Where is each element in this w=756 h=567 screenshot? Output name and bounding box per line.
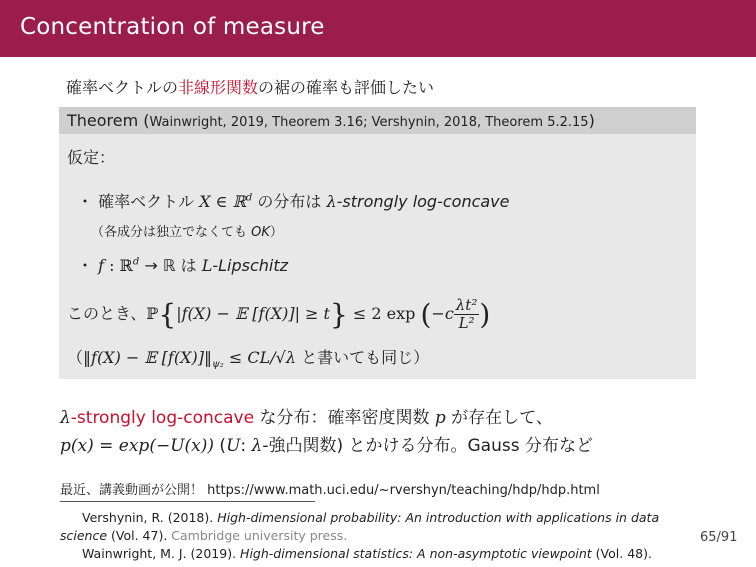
bullet-dot: ・ (77, 192, 94, 211)
bullet2-domain: : ℝ (104, 256, 133, 275)
bullet1-math: X ∈ ℝ (199, 192, 246, 211)
minus-c: −c (431, 304, 454, 323)
bullet-1-note (91, 221, 283, 240)
note-ok: OK (251, 225, 270, 240)
lecture-url-link[interactable]: https://www.math.uci.edu/~rvershyn/teaching/hdp/hdp.html (207, 483, 600, 498)
fraction (454, 297, 480, 332)
paren-close: ) (479, 298, 491, 331)
assumption-label: 仮定： (67, 148, 116, 167)
reference-1-line-1 (82, 510, 659, 525)
page-number: 65/91 (700, 530, 738, 545)
theorem-citation: Wainwright, 2019, Theorem 3.16; Vershynin, 2018, Theorem 5.2.15 (149, 115, 589, 130)
subtitle-post: の裾の確率も評価したい (258, 78, 435, 97)
def-rest: な分布：確率密度関数 (254, 408, 435, 428)
reference-2 (82, 546, 652, 561)
bullet2-arrow: → ℝ は (139, 256, 202, 275)
lecture-note (60, 479, 600, 498)
theorem-label: Theorem ( (67, 111, 150, 130)
note-pre: （各成分は独立でなくても (91, 225, 252, 240)
footnote-divider (60, 501, 315, 502)
deviation-event: |f(X) − 𝔼 [f(X)]| ≥ t (176, 304, 330, 323)
bullet-dot: ・ (77, 256, 94, 275)
conclusion (67, 289, 490, 339)
fraction-denominator: L² (458, 314, 475, 332)
orlicz-post: と書いても同じ） (295, 348, 430, 367)
fraction-numerator: λt² (455, 296, 478, 314)
ref2-author: Wainwright, M. J. (2019). (82, 546, 241, 561)
slide-title: Concentration of measure (20, 14, 325, 40)
def-density: p(x) = exp(−U(x)) (60, 436, 215, 456)
def-lambda: λ (60, 408, 71, 428)
title-bar (0, 0, 756, 57)
orlicz-sub: ψ₂ (211, 359, 224, 371)
bullet1-lambda: λ (326, 192, 337, 211)
bullet2-sup: d (132, 256, 140, 268)
note-pre-text: 最近、講義動画が公開！ (60, 483, 208, 498)
bullet1-sup: d (245, 192, 253, 204)
def-rest-2: -強凸関数) とかける分布。Gauss 分布など (262, 436, 593, 456)
bullet1-mid: の分布は (252, 192, 327, 211)
bullet1-pre: 確率ベクトル (98, 192, 200, 211)
definition-line-2 (60, 431, 593, 456)
definition-line-1 (60, 403, 553, 428)
def-U: U (226, 436, 241, 456)
orlicz-open: （ (67, 348, 84, 367)
ref2-title: High-dimensional statistics: A non-asymptotic viewpoint (240, 546, 592, 561)
note-post: ） (269, 225, 283, 240)
bullet2-tail: -Lipschitz (212, 256, 289, 275)
def-end: が存在して、 (445, 408, 553, 428)
brace-close: } (329, 298, 348, 331)
bullet2-L: L (201, 256, 213, 275)
ref2-vol: (Vol. 48). (591, 546, 652, 561)
orlicz-line (67, 345, 429, 370)
slide-subtitle (66, 75, 434, 98)
ref1-title-2: science (60, 528, 108, 543)
theorem-box (59, 107, 696, 379)
subtitle-pre: 確率ベクトルの (66, 78, 179, 97)
prob-symbol: ℙ (146, 304, 159, 323)
conclusion-pre: このとき、 (67, 304, 147, 323)
ref1-vol: (Vol. 47). (107, 528, 172, 543)
orlicz-bound: ≤ CL/√λ (223, 348, 296, 367)
ref1-title: High-dimensional probability: An introduction with applications in data (217, 510, 660, 525)
theorem-header (59, 107, 696, 134)
def-colon: : (240, 436, 252, 456)
subtitle-highlight: 非線形関数 (178, 78, 259, 97)
bullet-1 (77, 189, 510, 212)
def-p: p (434, 408, 446, 428)
theorem-title (67, 111, 595, 130)
bullet-2 (77, 253, 288, 276)
brace-open: { (158, 298, 177, 331)
def-term: -strongly log-concave (70, 408, 255, 428)
ref1-publisher: Cambridge university press. (171, 528, 348, 543)
theorem-label-close: ) (588, 111, 595, 130)
def-mid: ( (214, 436, 227, 456)
orlicz-norm: ‖f(X) − 𝔼 [f(X)]‖ (83, 348, 212, 367)
def-lambda-2: λ (251, 436, 263, 456)
ref1-author: Vershynin, R. (2018). (82, 510, 218, 525)
bullet2-f: f (98, 256, 105, 275)
reference-1-line-2 (60, 528, 347, 543)
bound-exp: ≤ 2 exp (347, 304, 421, 323)
paren-open: ( (420, 298, 432, 331)
bullet1-tail: -strongly log-concave (336, 192, 510, 211)
